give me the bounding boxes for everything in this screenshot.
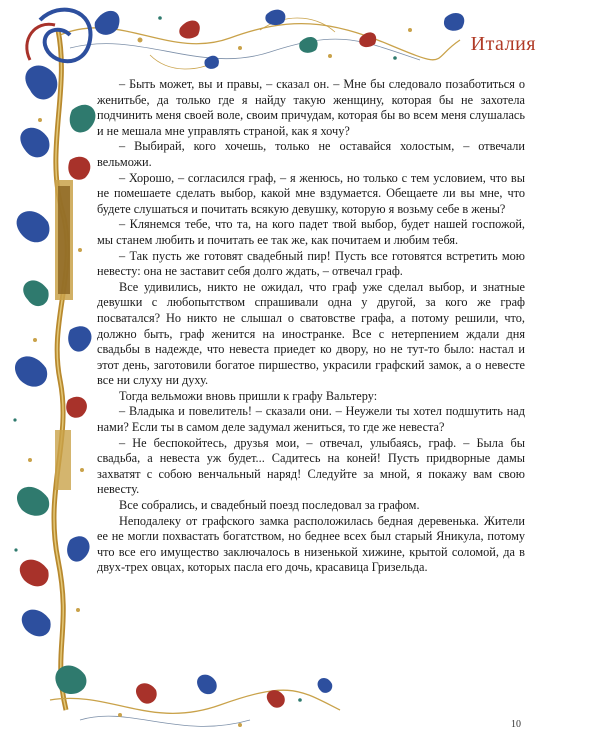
paragraph: – Выбирай, кого хочешь, только не оставайся холостым, – отвечали вельможи.: [97, 139, 525, 169]
paragraph: – Быть может, вы и правы, – сказал он. – Мне бы следовало позаботиться о женитьбе, да только где я найду такую женщину, которая бы не захотела подчинить меня своей воле, своим причудам, которая бы во всем меня слушалась и не мешала мне управлять страной, как я хочу?: [97, 77, 525, 138]
paragraph: Все собрались, и свадебный поезд последовал за графом.: [119, 498, 420, 513]
paragraph: Тогда вельможи вновь пришли к графу Вальтеру:: [119, 388, 378, 403]
paragraph: – Хорошо, – согласился граф, – я женюсь, но только с тем условием, что вы не помешаете сделать выбор, какой мне вздумается. Обещаете ли вы мне, что будете слушаться и почитать всякую девушку, которую я возьму себе в жены?: [97, 170, 525, 216]
paragraph: – Владыка и повелитель! – сказали они. – Неужели ты хотел подшутить над нами? Если ты в самом деле задумал жениться, то где же невеста?: [97, 404, 525, 435]
paragraph: – Клянемся тебе, что та, на кого падет твой выбор, будет нашей госпожой, мы станем любить и почитать ее так же, как почитаем и любим тебя.: [97, 217, 525, 247]
section-title: Италия: [470, 33, 536, 55]
paragraph: Неподалеку от графского замка расположилась бедная деревенька. Жители ее не могли похвастать богатством, но беднее всех был старый Яникула, потому что все его имущество заключалось в низенькой хижине, крытой соломой, да в двух-трех овцах, которых пасла его дочь, красавица Гризельда.: [97, 513, 525, 575]
paragraph: – Не беспокойтесь, друзья мои, – отвечал, улыбаясь, граф. – Была бы свадьба, а невеста уж будет... Садитесь на коней! Пусть придворные дамы захватят с собою венчальный наряд! Следуйте за мной, я покажу вам свою невесту.: [97, 435, 525, 497]
paragraph: Все удивились, никто не ожидал, что граф уже сделал выбор, и знатные девушки с любопытством спрашивали одна у другой, за кого же граф посватался? Но никто не слышал о сватовстве графа, а потому решили, что, должно быть, граф женится на иностранке. Все с нетерпением ждали дня свадьбы в надежде, что невеста приедет ко двору, но не тут-то было: настал и этот день, заготовили богатое пиршество, украсили графский замок, а о невесте все ни слуху ни духу.: [97, 279, 525, 388]
story-text: [97, 77, 525, 576]
paragraph: – Так пусть же готовят свадебный пир! Пусть все готовятся встретить мою невесту: она не заставит себя долго ждать, – отвечал граф.: [97, 248, 525, 279]
page-number: 10: [511, 719, 521, 730]
